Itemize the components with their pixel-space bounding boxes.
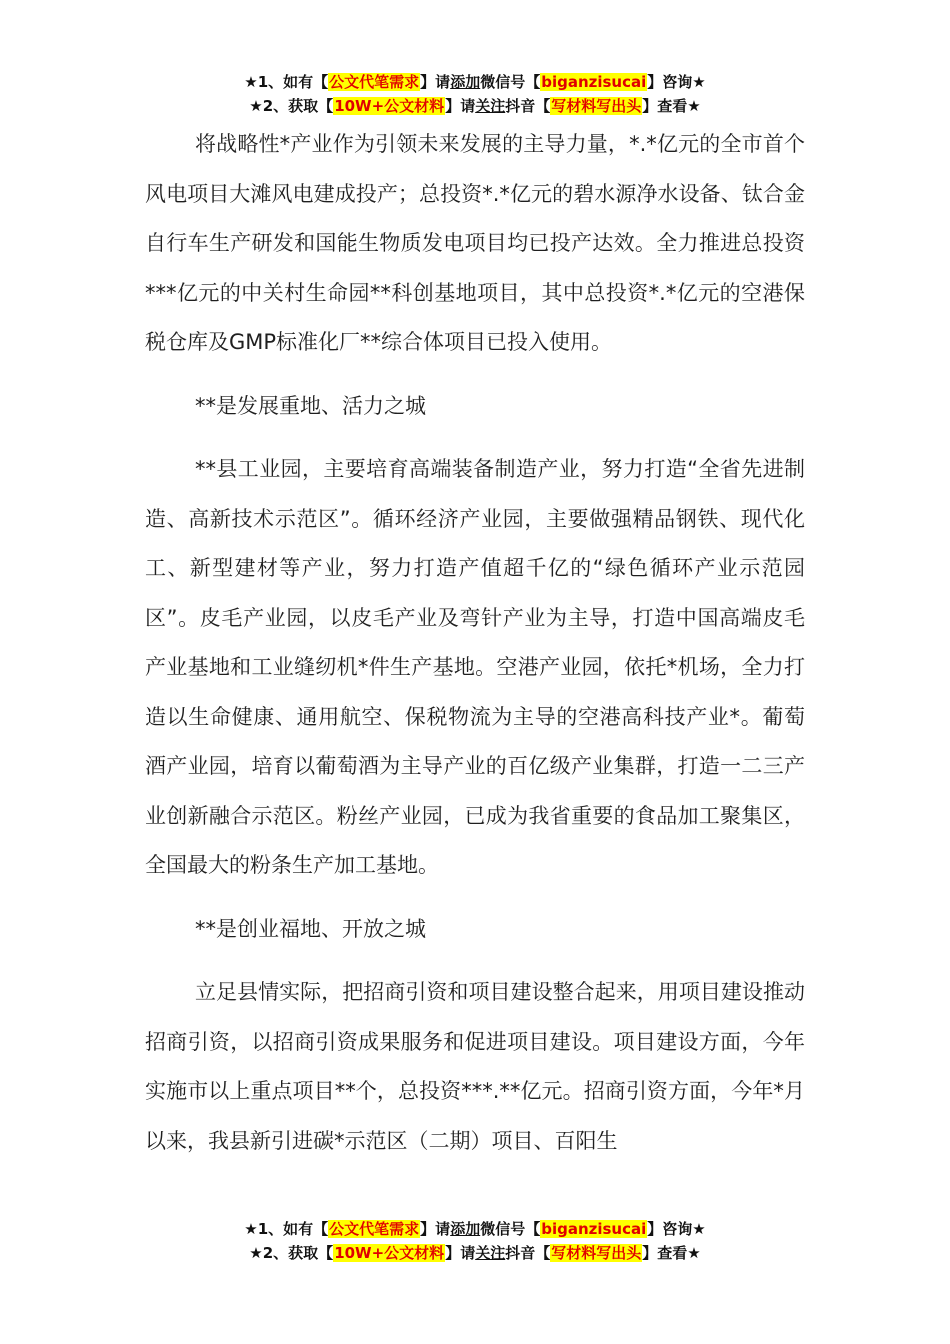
section-heading: **是创业福地、开放之城 [195,916,426,941]
section-heading: **是发展重地、活力之城 [195,393,426,418]
paragraph: 立足县情实际，把招商引资和项目建设整合起来，用项目建设推动招商引资，以招商引资成果服务和促进项目建设。项目建设方面，今年实施市以上重点项目**个，总投资***.**亿元。招商引资方面，今年*月以来，我县新引进碳*示范区（二期）项目、百阳生 [145,980,805,1153]
banner-line-2: ★2、获取【10W+公文材料】请关注抖音【写材料写出头】查看★ [249,97,701,115]
paragraph: 将战略性*产业作为引领未来发展的主导力量，*.*亿元的全市首个风电项目大滩风电建成投产；总投资*.*亿元的碧水源净水设备、钛合金自行车生产研发和国能生物质发电项目均已投产达效。全力推进总投资***亿元的中关村生命园**科创基地项目，其中总投资*.*亿元的空港保税仓库及GMP标准化厂**综合体项目已投入使用。 [145,132,805,354]
highlight-service: 公文代笔需求 [329,73,420,91]
highlight-douyin-id: 写材料写出头 [551,1244,642,1262]
footer-banner [0,1217,950,1265]
banner-line-1: ★1、如有【公文代笔需求】请添加微信号【biganzisucai】咨询★ [244,1220,706,1238]
document-body [145,120,805,1180]
highlight-materials: 10W+公文材料 [334,1244,445,1262]
highlight-service: 公文代笔需求 [329,1220,420,1238]
highlight-wechat-id: biganzisucai [541,1220,647,1238]
highlight-wechat-id: biganzisucai [541,73,647,91]
highlight-douyin-id: 写材料写出头 [551,97,642,115]
header-banner [0,70,950,118]
paragraph: **县工业园，主要培育高端装备制造产业，努力打造“全省先进制造、高新技术示范区”。循环经济产业园，主要做强精品钢铁、现代化工、新型建材等产业，努力打造产值超千亿的“绿色循环产业示范园区”。皮毛产业园，以皮毛产业及弯针产业为主导，打造中国高端皮毛产业基地和工业缝纫机*件生产基地。空港产业园，依托*机场，全力打造以生命健康、通用航空、保税物流为主导的空港高科技产业*。葡萄酒产业园，培育以葡萄酒为主导产业的百亿级产业集群，打造一二三产业创新融合示范区。粉丝产业园，已成为我省重要的食品加工聚集区，全国最大的粉条生产加工基地。 [145,457,805,877]
highlight-materials: 10W+公文材料 [334,97,445,115]
banner-line-1: ★1、如有【公文代笔需求】请添加微信号【biganzisucai】咨询★ [244,73,706,91]
banner-line-2: ★2、获取【10W+公文材料】请关注抖音【写材料写出头】查看★ [249,1244,701,1262]
